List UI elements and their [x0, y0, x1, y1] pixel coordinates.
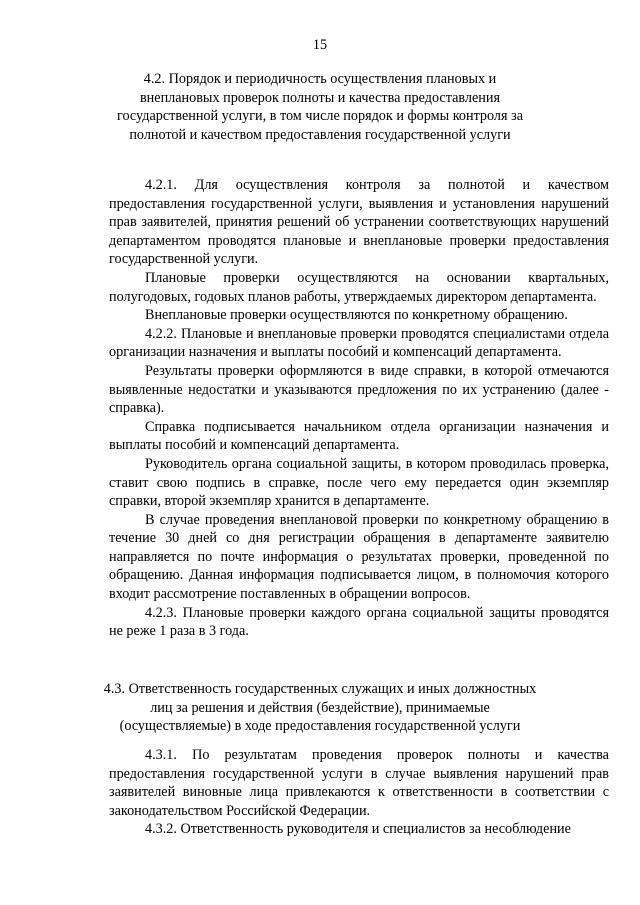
- paragraph: 4.2.2. Плановые и внеплановые проверки проводятся специалистами отдела организации назначения и выплаты пособий и компенсаций департамента.: [109, 325, 609, 361]
- section-4-3-body: [109, 746, 609, 839]
- paragraph: Плановые проверки осуществляются на основании квартальных, полугодовых, годовых планов работы, утверждаемых директором департамента.: [109, 269, 609, 305]
- paragraph: Руководитель органа социальной защиты, в котором проводилась проверка, ставит свою подпись в справке, после чего ему передается один экземпляр справки, второй экземпляр хранится в департаменте.: [109, 455, 609, 510]
- paragraph: 4.2.1. Для осуществления контроля за полнотой и качеством предоставления государственной услуги, выявления и установления нарушений прав заявителей, принятия решений об устранении соответствующих нарушений департаментом проводятся плановые и внеплановые проверки предоставления государственной услуги.: [109, 177, 609, 268]
- paragraph: В случае проведения внеплановой проверки по конкретному обращению в течение 30 дней со дня регистрации обращения в департаменте заявителю направляется по почте информация о результатах проверки, проведенной по обращению. Данная информация подписывается лицом, в полномочия которого входит рассмотрение поставленных в обращении вопросов.: [109, 511, 609, 603]
- paragraph: 4.3.1. По результатам проведения проверок полноты и качества предоставления государственной услуги в случае выявления нарушений прав заявителей виновные лица привлекаются к ответственности в соответствии с законодательством Российской Федерации.: [109, 747, 609, 819]
- paragraph: Справка подписывается начальником отдела организации назначения и выплаты пособий и компенсаций департамента.: [109, 418, 609, 454]
- paragraph: Внеплановые проверки осуществляются по конкретному обращению.: [145, 307, 568, 324]
- section-4-3-heading: 4.3. Ответственность государственных служащих и иных должностных лиц за решения и действия (бездействие), принимаемые (осуществляемые) в ходе предоставления государственной услуги: [103, 681, 537, 735]
- page-number: 15: [312, 37, 328, 53]
- paragraph: 4.2.3. Плановые проверки каждого органа социальной защиты проводятся не реже 1 раза в 3 года.: [109, 604, 609, 640]
- paragraph: 4.3.2. Ответственность руководителя и специалистов за несоблюдение: [145, 821, 571, 838]
- section-4-2-heading: 4.2. Порядок и периодичность осуществления плановых и внеплановых проверок полноты и качества предоставления государственной услуги, в том числе порядок и формы контроля за полнотой и качеством предоставления государственной услуги: [117, 71, 523, 143]
- paragraph: Результаты проверки оформляются в виде справки, в которой отмечаются выявленные недостатки и указываются предложения по их устранению (далее - справка).: [109, 362, 609, 417]
- section-4-2-body: [109, 176, 609, 641]
